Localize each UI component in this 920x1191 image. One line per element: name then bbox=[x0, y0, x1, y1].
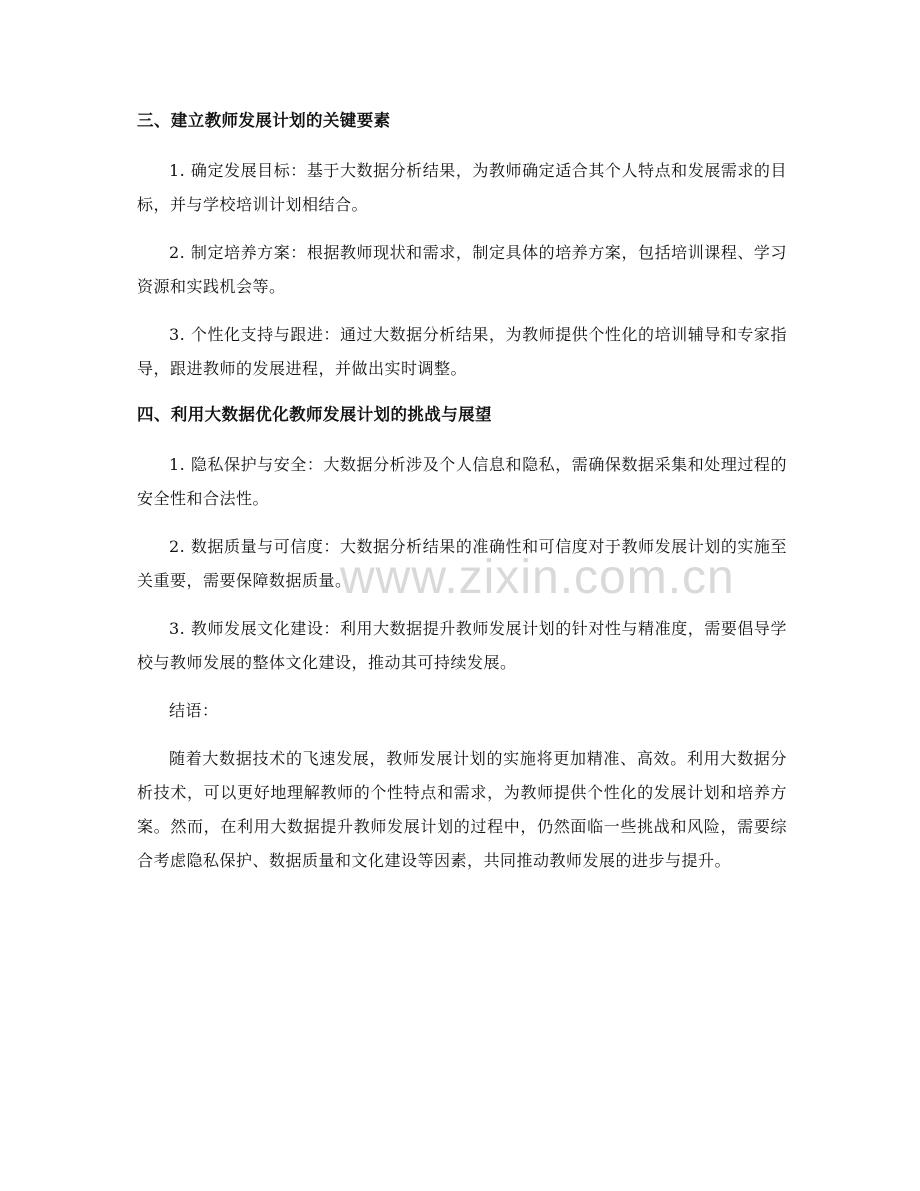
conclusion-label: 结语： bbox=[169, 701, 219, 720]
document-body bbox=[137, 106, 787, 878]
conclusion-text: 随着大数据技术的飞速发展，教师发展计划的实施将更加精准、高效。利用大数据分析技术，可以更好地理解教师的个性特点和需求，为教师提供个性化的发展计划和培养方案。然而，在利用大数据提升教师发展计划的过程中，仍然面临一些挑战和风险，需要综合考虑隐私保护、数据质量和文化建设等因素，共同推动教师发展的进步与提升。 bbox=[137, 749, 787, 870]
section-heading-4: 四、利用大数据优化教师发展计划的挑战与展望 bbox=[137, 405, 492, 424]
paragraph-4-2: 2. 数据质量与可信度：大数据分析结果的准确性和可信度对于教师发展计划的实施至关重要，需要保障数据质量。 bbox=[137, 537, 787, 590]
paragraph-4-1: 1. 隐私保护与安全：大数据分析涉及个人信息和隐私，需确保数据采集和处理过程的安全性和合法性。 bbox=[137, 455, 787, 508]
section-heading-3: 三、建立教师发展计划的关键要素 bbox=[137, 111, 391, 130]
paragraph-3-2: 2. 制定培养方案：根据教师现状和需求，制定具体的培养方案，包括培训课程、学习资源和实践机会等。 bbox=[137, 243, 787, 296]
paragraph-3-1: 1. 确定发展目标：基于大数据分析结果，为教师确定适合其个人特点和发展需求的目标，并与学校培训计划相结合。 bbox=[137, 161, 787, 214]
paragraph-4-3: 3. 教师发展文化建设：利用大数据提升教师发展计划的针对性与精准度，需要倡导学校与教师发展的整体文化建设，推动其可持续发展。 bbox=[137, 619, 787, 672]
paragraph-3-3: 3. 个性化支持与跟进：通过大数据分析结果，为教师提供个性化的培训辅导和专家指导，跟进教师的发展进程，并做出实时调整。 bbox=[137, 325, 787, 378]
watermark: www.zixin.com.cn bbox=[340, 551, 735, 604]
